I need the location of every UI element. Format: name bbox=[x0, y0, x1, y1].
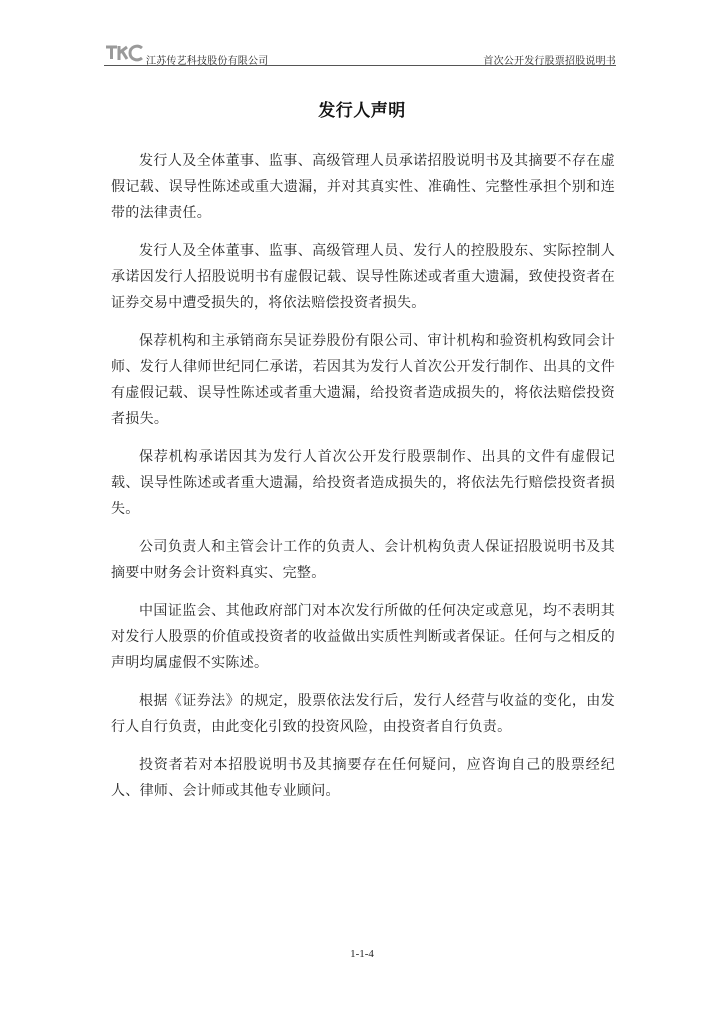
paragraph: 根据《证券法》的规定，股票依法发行后，发行人经营与收益的变化，由发行人自行负责，由此变化引致的投资风险，由投资者自行负责。 bbox=[111, 693, 615, 735]
header-document-title: 首次公开发行股票招股说明书 bbox=[483, 56, 616, 67]
page-header bbox=[104, 40, 616, 66]
paragraph: 保荐机构和主承销商东吴证券股份有限公司、审计机构和验资机构致同会计师、发行人律师世纪同仁承诺，若因其为发行人首次公开发行制作、出具的文件有虚假记载、误导性陈述或者重大遗漏，给投资者造成损失的，将依法赔偿投资者损失。 bbox=[111, 333, 615, 427]
header-company-name: 江苏传艺科技股份有限公司 bbox=[146, 56, 269, 67]
declaration-body bbox=[111, 148, 615, 816]
paragraph: 保荐机构承诺因其为发行人首次公开发行股票制作、出具的文件有虚假记载、误导性陈述或者重大遗漏，给投资者造成损失的，将依法先行赔偿投资者损失。 bbox=[111, 449, 615, 517]
paragraph: 中国证监会、其他政府部门对本次发行所做的任何决定或意见，均不表明其对发行人股票的价值或投资者的收益做出实质性判断或者保证。任何与之相反的声明均属虚假不实陈述。 bbox=[111, 603, 615, 671]
page-title: 发行人声明 bbox=[318, 101, 406, 121]
paragraph: 公司负责人和主管会计工作的负责人、会计机构负责人保证招股说明书及其摘要中财务会计资料真实、完整。 bbox=[111, 539, 615, 581]
paragraph: 发行人及全体董事、监事、高级管理人员承诺招股说明书及其摘要不存在虚假记载、误导性陈述或重大遗漏，并对其真实性、准确性、完整性承担个别和连带的法律责任。 bbox=[111, 153, 615, 221]
header-divider bbox=[104, 65, 616, 66]
company-logo bbox=[104, 44, 144, 62]
page-number: 1-1-4 bbox=[350, 948, 374, 960]
paragraph: 投资者若对本招股说明书及其摘要存在任何疑问，应咨询自己的股票经纪人、律师、会计师或其他专业顾问。 bbox=[111, 757, 615, 799]
paragraph: 发行人及全体董事、监事、高级管理人员、发行人的控股股东、实际控制人承诺因发行人招股说明书有虚假记载、误导性陈述或者重大遗漏，致使投资者在证券交易中遭受损失的，将依法赔偿投资者损失。 bbox=[111, 243, 615, 311]
